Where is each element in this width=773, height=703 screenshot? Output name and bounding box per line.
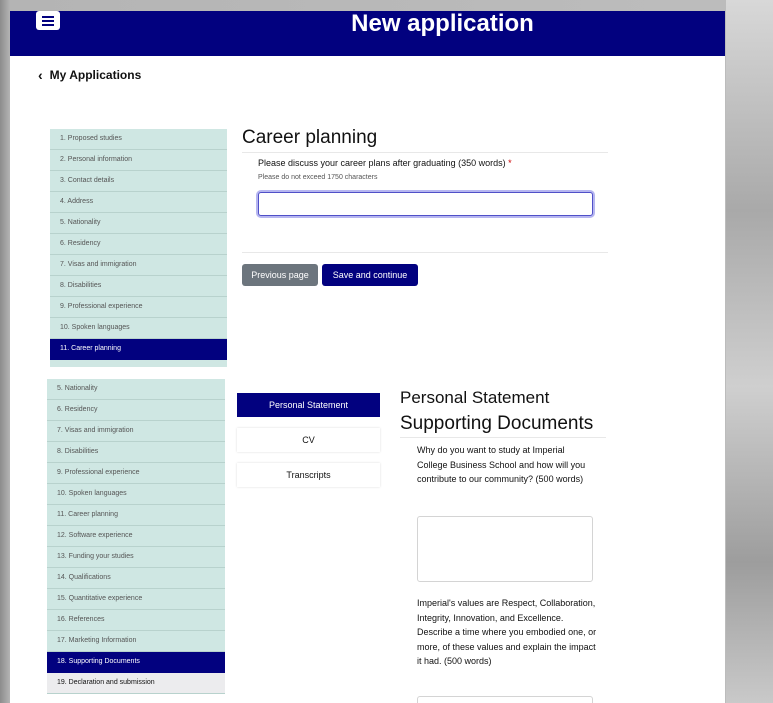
page-title: New application: [351, 11, 534, 37]
nav1-step-item[interactable]: 1. Proposed studies: [50, 129, 227, 150]
required-asterisk: *: [508, 158, 512, 168]
nav2-step-item[interactable]: 10. Spoken languages: [47, 484, 225, 505]
page-header: [10, 11, 725, 56]
career-planning-heading: Career planning: [242, 127, 378, 148]
heading-divider-2: [400, 437, 606, 438]
steps-nav-primary: [50, 129, 227, 367]
why-imperial-textarea[interactable]: [417, 516, 593, 582]
nav1-step-item[interactable]: 4. Address: [50, 192, 227, 213]
back-to-my-applications-link[interactable]: [38, 67, 141, 83]
values-textarea[interactable]: [417, 696, 593, 703]
previous-page-button[interactable]: Previous page: [242, 264, 318, 286]
values-question-label: Imperial's values are Respect, Collaboration, Integrity, Innovation, and Excellence. Describe a time where you embodied one, or more, of these values and explain the impact it had. (500 words): [417, 598, 597, 666]
tab-personal-statement[interactable]: Personal Statement: [237, 393, 380, 417]
tab-transcripts[interactable]: Transcripts: [237, 463, 380, 487]
nav2-step-item[interactable]: 16. References: [47, 610, 225, 631]
nav1-step-item[interactable]: 10. Spoken languages: [50, 318, 227, 339]
nav2-step-item[interactable]: 17. Marketing Information: [47, 631, 225, 652]
career-plans-textarea[interactable]: [258, 192, 593, 216]
nav1-step-item[interactable]: 8. Disabilities: [50, 276, 227, 297]
nav1-step-item[interactable]: 6. Residency: [50, 234, 227, 255]
nav2-step-item[interactable]: 5. Nationality: [47, 379, 225, 400]
window-background-right: [726, 0, 773, 703]
nav1-step-item[interactable]: 2. Personal information: [50, 150, 227, 171]
nav1-step-item[interactable]: 11. Career planning: [50, 339, 227, 360]
nav2-step-item[interactable]: 11. Career planning: [47, 505, 225, 526]
application-page: [10, 11, 725, 703]
nav2-step-item[interactable]: 6. Residency: [47, 400, 225, 421]
nav2-step-item[interactable]: 14. Qualifications: [47, 568, 225, 589]
nav2-step-item[interactable]: 12. Software experience: [47, 526, 225, 547]
character-limit-hint: Please do not exceed 1750 characters: [258, 174, 378, 181]
nav2-step-item[interactable]: 9. Professional experience: [47, 463, 225, 484]
form-divider: [242, 252, 608, 253]
supporting-documents-heading: Supporting Documents: [400, 413, 594, 434]
nav2-step-item[interactable]: 19. Declaration and submission: [47, 673, 225, 694]
nav1-step-item[interactable]: 7. Visas and immigration: [50, 255, 227, 276]
nav2-step-item[interactable]: 7. Visas and immigration: [47, 421, 225, 442]
back-link-label: My Applications: [49, 68, 142, 82]
nav2-step-item[interactable]: 13. Funding your studies: [47, 547, 225, 568]
steps-nav-secondary: [47, 379, 225, 694]
nav2-step-item[interactable]: 8. Disabilities: [47, 442, 225, 463]
why-imperial-question-label: Why do you want to study at Imperial College Business School and how will you contribute to our community? (500 words): [417, 445, 586, 484]
nav1-step-item[interactable]: 3. Contact details: [50, 171, 227, 192]
chevron-left-icon: ‹: [38, 67, 43, 83]
nav1-step-item[interactable]: 5. Nationality: [50, 213, 227, 234]
career-plans-question-label: Please discuss your career plans after graduating (350 words) *: [258, 158, 512, 168]
nav2-step-item[interactable]: 15. Quantitative experience: [47, 589, 225, 610]
personal-statement-heading: Personal Statement: [400, 388, 550, 407]
heading-divider: [242, 152, 608, 153]
save-and-continue-button[interactable]: Save and continue: [322, 264, 418, 286]
tab-cv[interactable]: CV: [237, 428, 380, 452]
nav2-step-item[interactable]: 18. Supporting Documents: [47, 652, 225, 673]
nav1-step-item[interactable]: 9. Professional experience: [50, 297, 227, 318]
